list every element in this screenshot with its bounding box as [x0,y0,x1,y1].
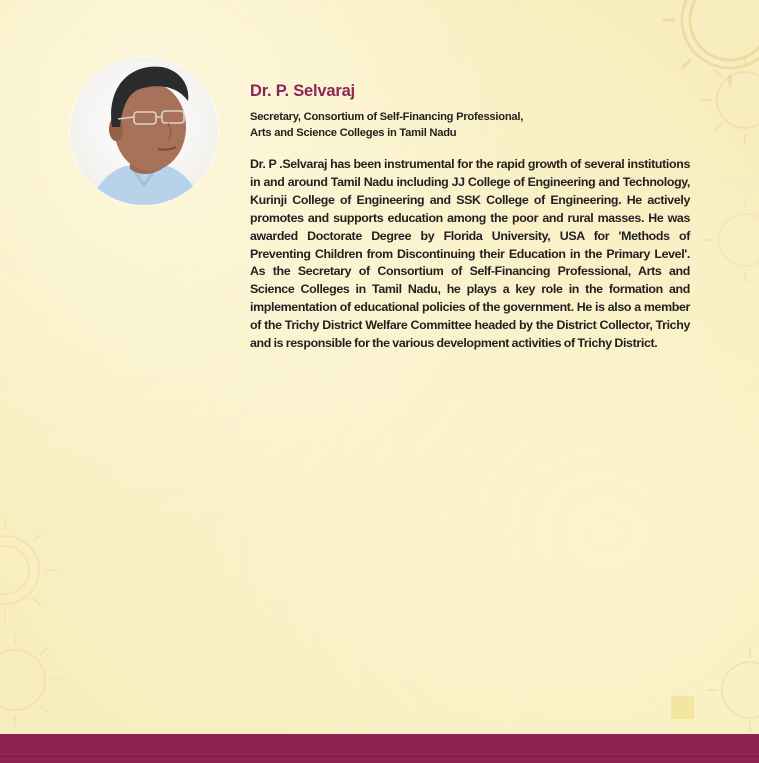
person-title [250,109,690,141]
person-title-line: Arts and Science Colleges in Tamil Nadu [250,127,457,139]
portrait-illustration [70,57,218,205]
footer-band [0,734,759,763]
gear-decoration-icon [655,0,759,95]
gear-decoration-icon [700,40,759,160]
gear-decoration-icon [0,620,70,740]
biography-paragraph: Dr. P .Selvaraj has been instrumental for the rapid growth of several institutions in and around Tamil Nadu including JJ College of Engineering and Technology, Kurinji College of Engineering and SSK College of Engineering. He actively promotes and supports education among the poor and rural masses. He was awarded Doctorate Degree by Florida University, USA for 'Methods of Preventing Children from Discontinuing their Education in the Primary Level'. As the Secretary of Consortium of Self-Financing Professional, Arts and Science Colleges in Tamil Nadu, he plays a key role in the formation and implementation of educational policies of the government. He is also a member of the Trichy District Welfare Committee headed by the District Collector, Trichy and is responsible for the various development activities of Trichy District. [250,157,690,351]
profile-section [250,82,690,353]
person-name: Dr. P. Selvaraj [250,82,355,100]
portrait-photo [70,57,218,205]
gear-decoration-icon [0,500,65,640]
page-marker [671,696,694,719]
person-title-line: Secretary, Consortium of Self-Financing Professional, [250,111,524,123]
gear-decoration-icon [700,180,759,300]
gear-decoration-icon [700,640,759,740]
